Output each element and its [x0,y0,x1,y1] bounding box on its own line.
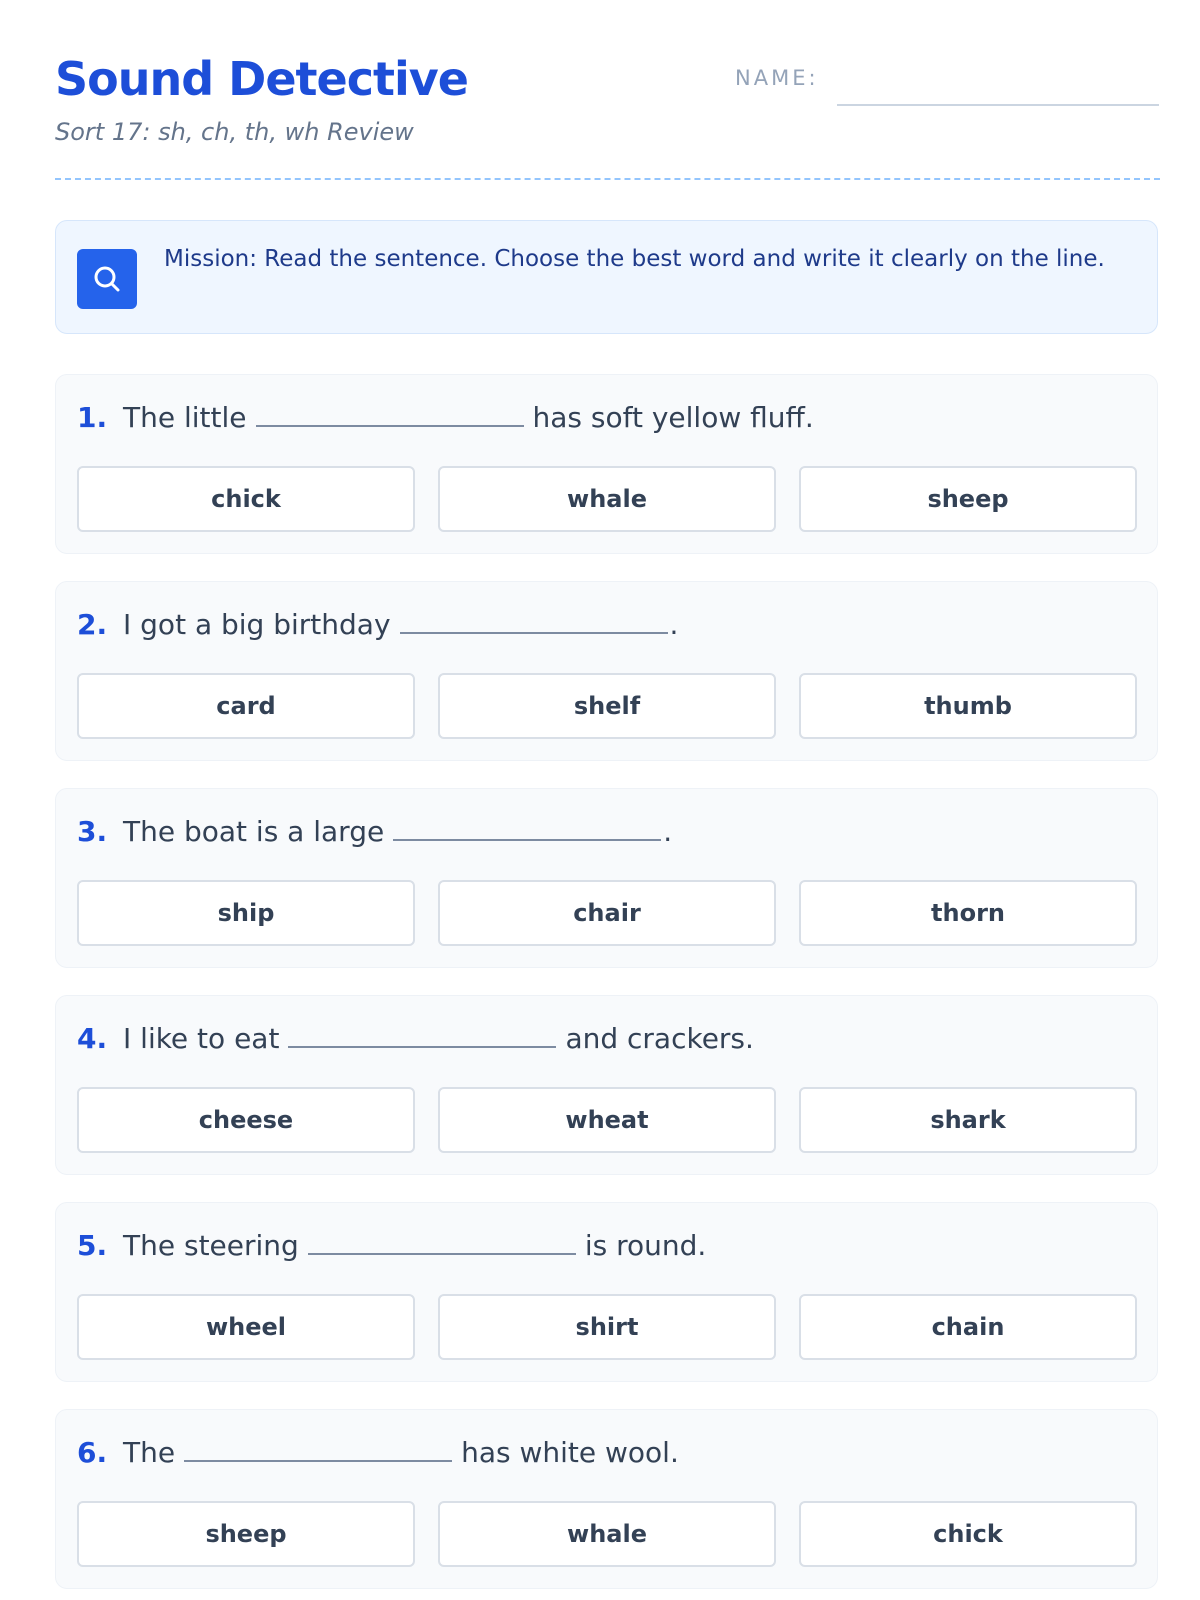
question-card [55,374,1158,554]
option-button[interactable]: chain [799,1294,1137,1360]
question-number: 2. [77,608,108,641]
question-number: 3. [77,815,108,848]
sentence-after: has white wool. [461,1436,679,1469]
worksheet-header [55,0,1160,180]
question-sentence [77,1436,679,1469]
question-number: 4. [77,1022,108,1055]
answer-blank[interactable] [288,1045,556,1048]
answer-blank[interactable] [393,838,661,841]
sentence-after: has soft yellow fluff. [532,401,814,434]
search-icon [77,249,137,309]
question-card [55,1409,1158,1589]
question-card [55,1202,1158,1382]
option-button[interactable]: whale [438,466,776,532]
sentence-after: . [663,815,673,848]
option-button[interactable]: thorn [799,880,1137,946]
page-title: Sound Detective [55,52,468,106]
sentence-before: The steering [123,1229,299,1262]
option-button[interactable]: sheep [799,466,1137,532]
name-label: NAME: [735,66,819,90]
option-button[interactable]: ship [77,880,415,946]
option-button[interactable]: shark [799,1087,1137,1153]
sentence-before: The boat is a large [123,815,385,848]
question-sentence [77,1022,754,1055]
answer-options [77,1294,1137,1360]
option-button[interactable]: shirt [438,1294,776,1360]
option-button[interactable]: thumb [799,673,1137,739]
sentence-after: is round. [584,1229,707,1262]
option-button[interactable]: chick [77,466,415,532]
question-sentence [77,608,678,641]
option-button[interactable]: shelf [438,673,776,739]
answer-blank[interactable] [184,1459,452,1462]
question-card [55,788,1158,968]
answer-blank[interactable] [400,631,668,634]
question-card [55,995,1158,1175]
answer-options [77,673,1137,739]
option-button[interactable]: wheat [438,1087,776,1153]
question-sentence [77,401,814,434]
option-button[interactable]: chair [438,880,776,946]
sentence-before: I like to eat [123,1022,280,1055]
question-number: 1. [77,401,108,434]
option-button[interactable]: cheese [77,1087,415,1153]
option-button[interactable]: sheep [77,1501,415,1567]
answer-options [77,1087,1137,1153]
answer-options [77,1501,1137,1567]
question-card [55,581,1158,761]
question-number: 6. [77,1436,108,1469]
mission-box [55,220,1158,334]
question-sentence [77,815,672,848]
option-button[interactable]: chick [799,1501,1137,1567]
question-number: 5. [77,1229,108,1262]
answer-blank[interactable] [256,424,524,427]
option-button[interactable]: wheel [77,1294,415,1360]
option-button[interactable]: card [77,673,415,739]
page-subtitle: Sort 17: sh, ch, th, wh Review [55,118,414,146]
mission-text: Mission: Read the sentence. Choose the best word and write it clearly on the line. [164,246,1105,272]
sentence-after: . [669,608,679,641]
sentence-before: The [123,1436,176,1469]
sentence-before: The little [123,401,247,434]
worksheet [55,0,1160,1548]
question-sentence [77,1229,706,1262]
option-button[interactable]: whale [438,1501,776,1567]
answer-options [77,466,1137,532]
sentence-after: and crackers. [565,1022,754,1055]
sentence-before: I got a big birthday [123,608,391,641]
answer-blank[interactable] [308,1252,576,1255]
name-input-line[interactable] [837,104,1159,106]
answer-options [77,880,1137,946]
